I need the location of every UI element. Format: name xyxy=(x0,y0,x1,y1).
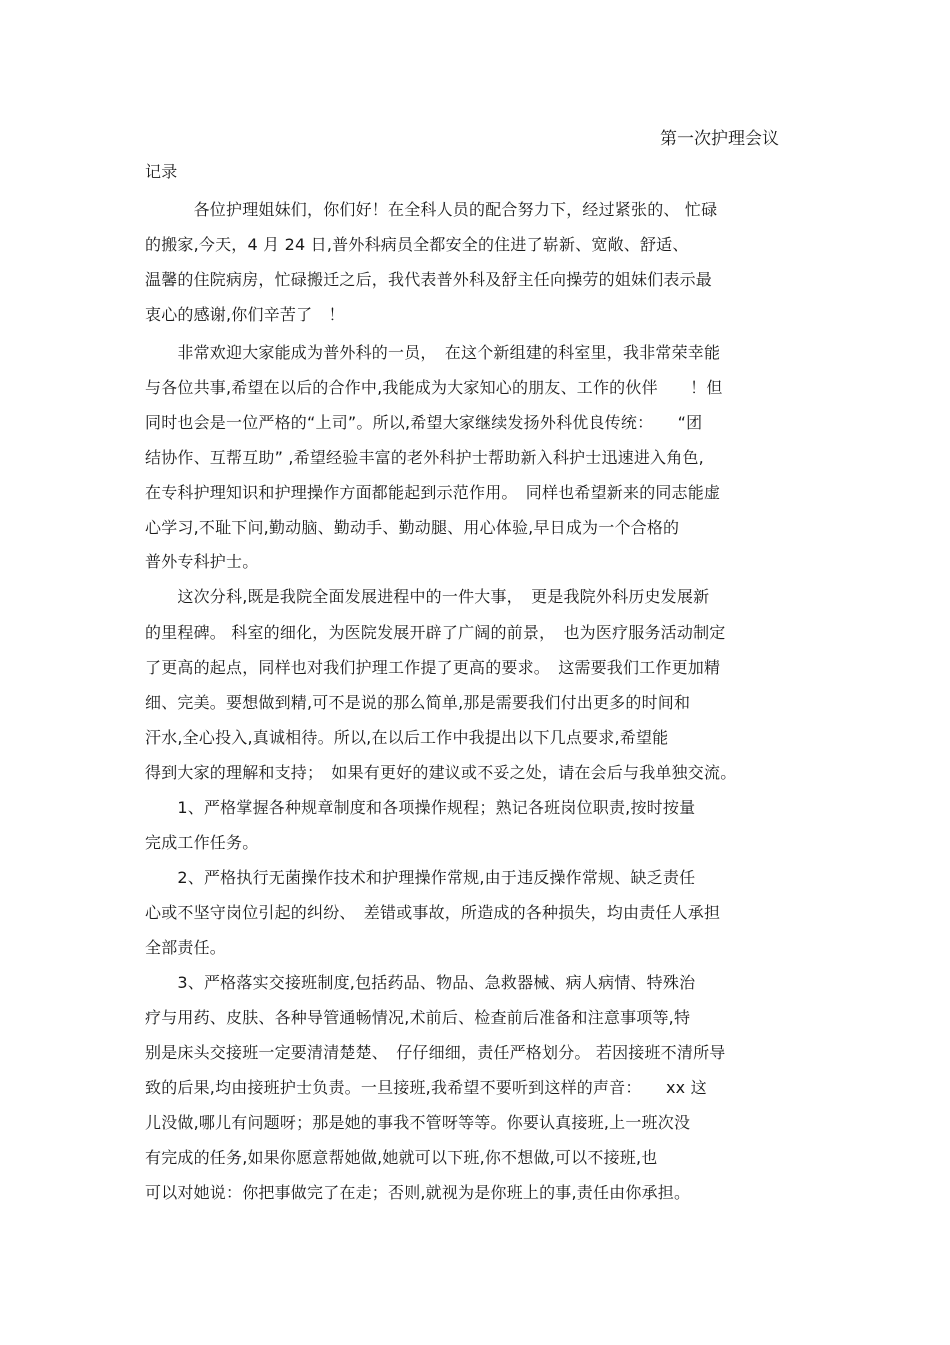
text-line: 3、严格落实交接班制度,包括药品、物品、急救器械、病人病情、特殊治 xyxy=(145,973,696,992)
text-line: 有完成的任务,如果你愿意帮她做,她就可以下班,你不想做,可以不接班,也 xyxy=(145,1148,658,1167)
text-line: 儿没做,哪儿有问题呀；那是她的事我不管呀等等。你要认真接班,上一班次没 xyxy=(145,1113,691,1132)
text-line: 可以对她说：你把事做完了在走；否则,就视为是你班上的事,责任由你承担。 xyxy=(145,1183,691,1202)
text-line: 的搬家,今天，4 月 24 日,普外科病员全都安全的住进了崭新、宽敞、舒适、 xyxy=(145,235,689,254)
text-line: 完成工作任务。 xyxy=(145,833,259,852)
text-line: 汗水,全心投入,真诚相待。所以,在以后工作中我提出以下几点要求,希望能 xyxy=(145,728,669,747)
text-line: 这次分科,既是我院全面发展进程中的一件大事， 更是我院外科历史发展新 xyxy=(145,587,710,606)
text-line: 与各位共事,希望在以后的合作中,我能成为大家知心的朋友、工作的伙伴 ！但 xyxy=(145,378,723,397)
text-line: 的里程碑。 科室的细化，为医院发展开辟了广阔的前景， 也为医疗服务活动制定 xyxy=(145,623,726,642)
text-line: 2、严格执行无菌操作技术和护理操作常规,由于违反操作常规、缺乏责任 xyxy=(145,868,696,887)
text-line: 得到大家的理解和支持； 如果有更好的建议或不妥之处，请在会后与我单独交流。 xyxy=(145,763,737,782)
text-line: 同时也会是一位严格的“上司”。所以,希望大家继续发扬外科优良传统： “团 xyxy=(145,413,703,432)
text-line: 在专科护理知识和护理操作方面都能起到示范作用。 同样也希望新来的同志能虚 xyxy=(145,483,721,502)
text-line: 记录 xyxy=(145,162,178,181)
text-line: 细、完美。要想做到精,可不是说的那么简单,那是需要我们付出更多的时间和 xyxy=(145,693,691,712)
text-line: 疗与用药、皮肤、各种导管通畅情况,术前后、检查前后准备和注意事项等,特 xyxy=(145,1008,691,1027)
text-line: 致的后果,均由接班护士负责。一旦接班,我希望不要听到这样的声音： xx 这 xyxy=(145,1078,707,1097)
text-line: 温馨的住院病房，忙碌搬迁之后，我代表普外科及舒主任向操劳的姐妹们表示最 xyxy=(145,270,713,289)
text-line: 了更高的起点，同样也对我们护理工作提了更高的要求。 这需要我们工作更加精 xyxy=(145,658,721,677)
text-line: 1、严格掌握各种规章制度和各项操作规程；熟记各班岗位职责,按时按量 xyxy=(145,798,696,817)
text-line: 心学习,不耻下问,勤动脑、勤动手、勤动腿、用心体验,早日成为一个合格的 xyxy=(145,518,680,537)
text-line: 各位护理姐妹们，你们好！在全科人员的配合努力下，经过紧张的、 忙碌 xyxy=(145,200,718,219)
text-line: 心或不坚守岗位引起的纠纷、 差错或事故，所造成的各种损失，均由责任人承担 xyxy=(145,903,721,922)
text-line: 别是床头交接班一定要清清楚楚、 仔仔细细，责任严格划分。 若因接班不清所导 xyxy=(145,1043,726,1062)
text-line: 普外专科护士。 xyxy=(145,552,259,571)
document-title: 第一次护理会议 xyxy=(660,129,779,149)
text-line: 衷心的感谢,你们辛苦了 ！ xyxy=(145,305,345,324)
text-line: 结协作、互帮互助” ,希望经验丰富的老外科护士帮助新入科护士迅速进入角色, xyxy=(145,448,704,467)
text-line: 全部责任。 xyxy=(145,938,227,957)
text-line: 非常欢迎大家能成为普外科的一员， 在这个新组建的科室里，我非常荣幸能 xyxy=(145,343,721,362)
